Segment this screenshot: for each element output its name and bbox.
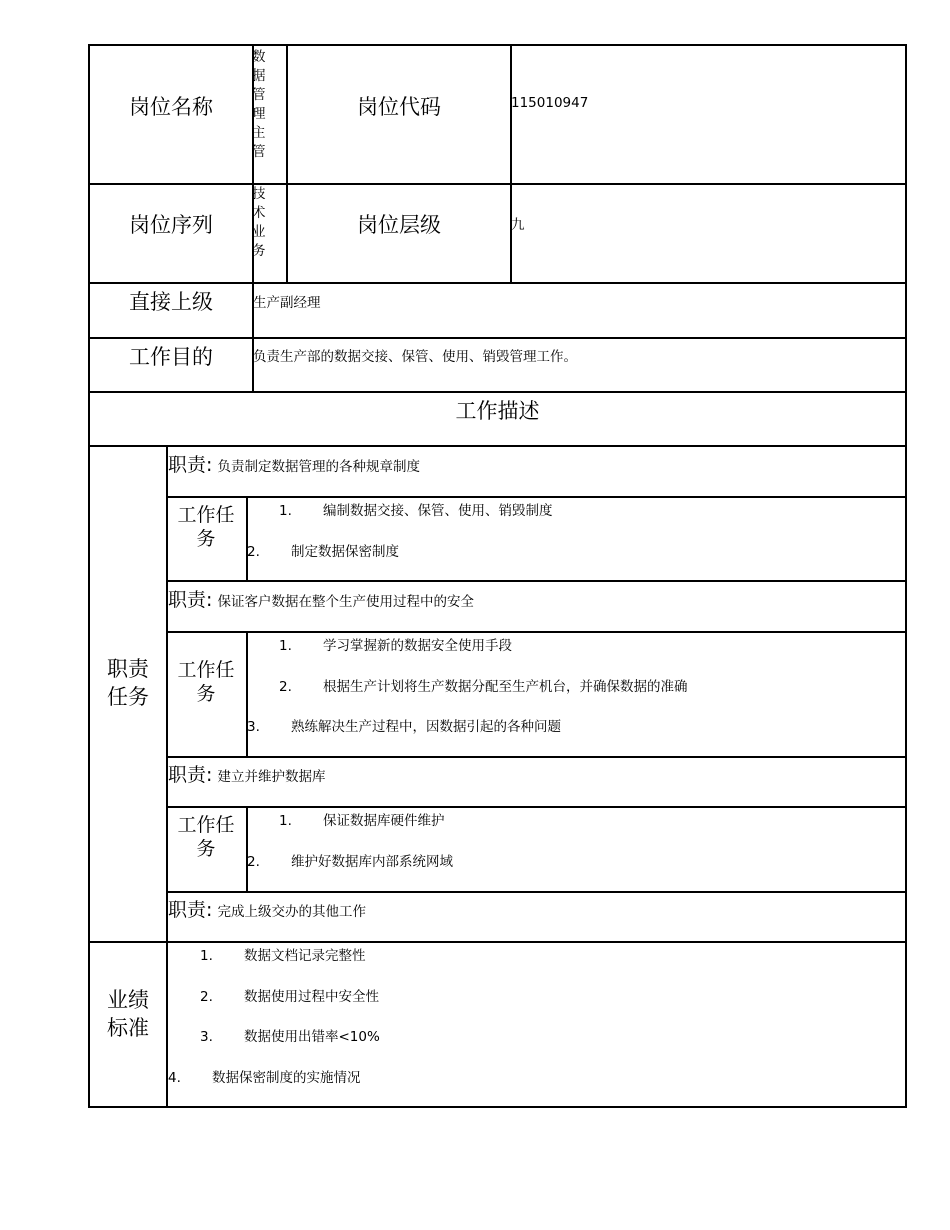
task-num: 1. (279, 503, 292, 519)
task-label (168, 658, 244, 706)
task-text: 保证数据库硬件维护 (323, 813, 445, 829)
col-divider (246, 806, 248, 892)
row-divider (88, 941, 907, 943)
row-divider (166, 580, 907, 582)
table-border-left (88, 44, 90, 1108)
duty-row (168, 585, 474, 612)
performance-item (200, 1025, 380, 1045)
task-item (247, 850, 453, 870)
position-level-label: 岗位层级 (357, 213, 441, 237)
col-divider (246, 496, 248, 581)
duty-text: 建立并维护数据库 (217, 769, 326, 785)
position-code-value: 115010947 (511, 95, 589, 111)
performance-text: 数据使用出错率<10% (244, 1029, 380, 1045)
row-divider (166, 891, 907, 893)
col-divider (510, 44, 512, 283)
duty-prefix: 职责: (168, 454, 213, 476)
position-code-label: 岗位代码 (357, 95, 441, 119)
task-label (168, 503, 244, 551)
task-num: 3. (247, 719, 260, 735)
work-description-title: 工作描述 (455, 399, 540, 423)
table-border-bottom (88, 1106, 907, 1108)
superior-label: 直接上级 (129, 290, 213, 314)
col-divider (286, 44, 288, 283)
row-divider (88, 183, 907, 185)
task-text: 根据生产计划将生产数据分配至生产机台，并确保数据的准确 (323, 679, 688, 695)
row-divider (88, 282, 907, 284)
duty-prefix: 职责: (168, 764, 213, 786)
duty-text: 完成上级交办的其他工作 (217, 904, 366, 920)
performance-num: 4. (168, 1070, 181, 1086)
row-divider (166, 806, 907, 808)
row-divider (88, 391, 907, 393)
duties-label (90, 655, 166, 711)
performance-num: 2. (200, 989, 213, 1005)
table-border-top (88, 44, 907, 46)
performance-text: 数据保密制度的实施情况 (212, 1070, 361, 1086)
performance-text: 数据使用过程中安全性 (244, 989, 379, 1005)
task-num: 2. (247, 544, 260, 560)
row-divider (166, 496, 907, 498)
performance-num: 3. (200, 1029, 213, 1045)
task-text: 制定数据保密制度 (291, 544, 399, 560)
performance-text: 数据文档记录完整性 (244, 948, 366, 964)
task-label-text: 工作任务 (177, 659, 235, 705)
performance-item (200, 944, 366, 964)
duty-text: 保证客户数据在整个生产使用过程中的安全 (217, 594, 474, 610)
task-text: 熟练解决生产过程中，因数据引起的各种问题 (291, 719, 561, 735)
task-item (279, 634, 512, 654)
superior-value: 生产副经理 (253, 295, 321, 311)
task-label-text: 工作任务 (177, 814, 235, 860)
row-divider (166, 631, 907, 633)
table-border-right (905, 44, 907, 1108)
task-item (247, 540, 399, 560)
performance-num: 1. (200, 948, 213, 964)
task-num: 2. (247, 854, 260, 870)
task-item (279, 499, 553, 519)
purpose-label: 工作目的 (129, 345, 213, 369)
duty-row (168, 760, 326, 787)
task-item (279, 675, 688, 695)
task-label (168, 813, 244, 861)
duties-label-text: 职责任务 (107, 657, 149, 709)
position-name-label: 岗位名称 (129, 95, 213, 119)
purpose-value: 负责生产部的数据交接、保管、使用、销毁管理工作。 (253, 349, 577, 365)
task-text: 编制数据交接、保管、使用、销毁制度 (323, 503, 553, 519)
row-divider (88, 445, 907, 447)
task-num: 1. (279, 813, 292, 829)
duty-row (168, 450, 420, 477)
performance-item (168, 1066, 361, 1086)
duty-text: 负责制定数据管理的各种规章制度 (217, 459, 420, 475)
row-divider (88, 337, 907, 339)
position-name-value: 数据管理主管 (252, 49, 266, 160)
row-divider (166, 756, 907, 758)
task-item (247, 715, 561, 735)
task-item (279, 809, 445, 829)
performance-item (200, 985, 379, 1005)
task-num: 2. (279, 679, 292, 695)
performance-label (90, 986, 166, 1042)
position-sequence-value: 技术业务 (252, 186, 266, 259)
performance-label-text: 业绩标准 (107, 988, 149, 1040)
position-sequence-label: 岗位序列 (129, 213, 213, 237)
task-label-text: 工作任务 (177, 504, 235, 550)
duty-prefix: 职责: (168, 899, 213, 921)
duty-prefix: 职责: (168, 589, 213, 611)
task-num: 1. (279, 638, 292, 654)
task-text: 学习掌握新的数据安全使用手段 (323, 638, 512, 654)
duty-row (168, 895, 366, 922)
task-text: 维护好数据库内部系统网域 (291, 854, 453, 870)
col-divider (246, 631, 248, 757)
position-level-value: 九 (511, 217, 525, 233)
